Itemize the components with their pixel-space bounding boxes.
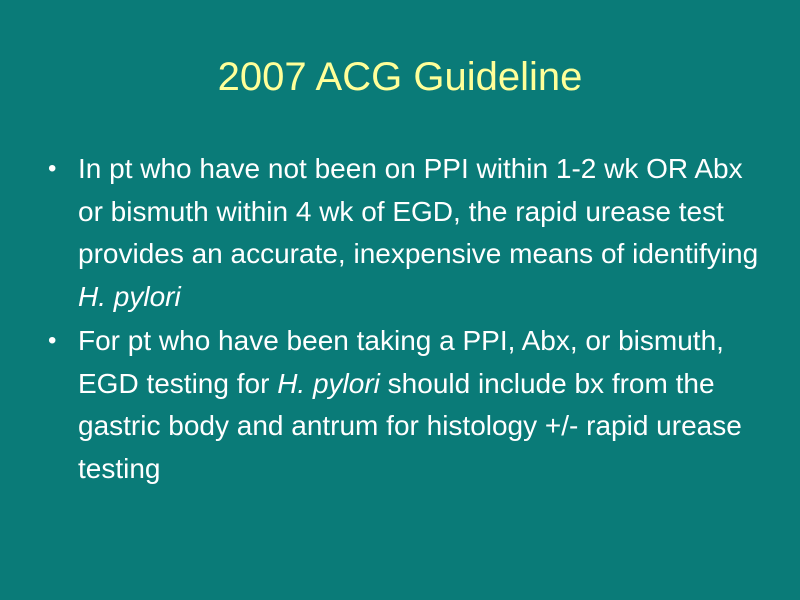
slide-title: 2007 ACG Guideline [217,55,583,99]
bullet-marker: • [48,327,57,354]
bullet-item-1 [48,148,760,318]
bullet-2-text-1: For pt who have been taking a PPI, Abx, or bismuth, EGD testing for [78,325,724,399]
bullet-2-italic-term: H. pylori [277,367,380,399]
bullet-2-text-2: should include bx from the gastric body and antrum for histology +/- rapid urease testing [78,367,742,484]
bullet-marker: • [48,155,57,182]
bullet-1-italic-term: H. pylori [78,280,181,312]
bullet-list [48,148,760,492]
bullet-item-2 [48,320,760,490]
bullet-1-text-1: In pt who have not been on PPI within 1-2 wk OR Abx or bismuth within 4 wk of EGD, the rapid urease test provides an accurate, inexpensive means of identifying [78,153,759,269]
